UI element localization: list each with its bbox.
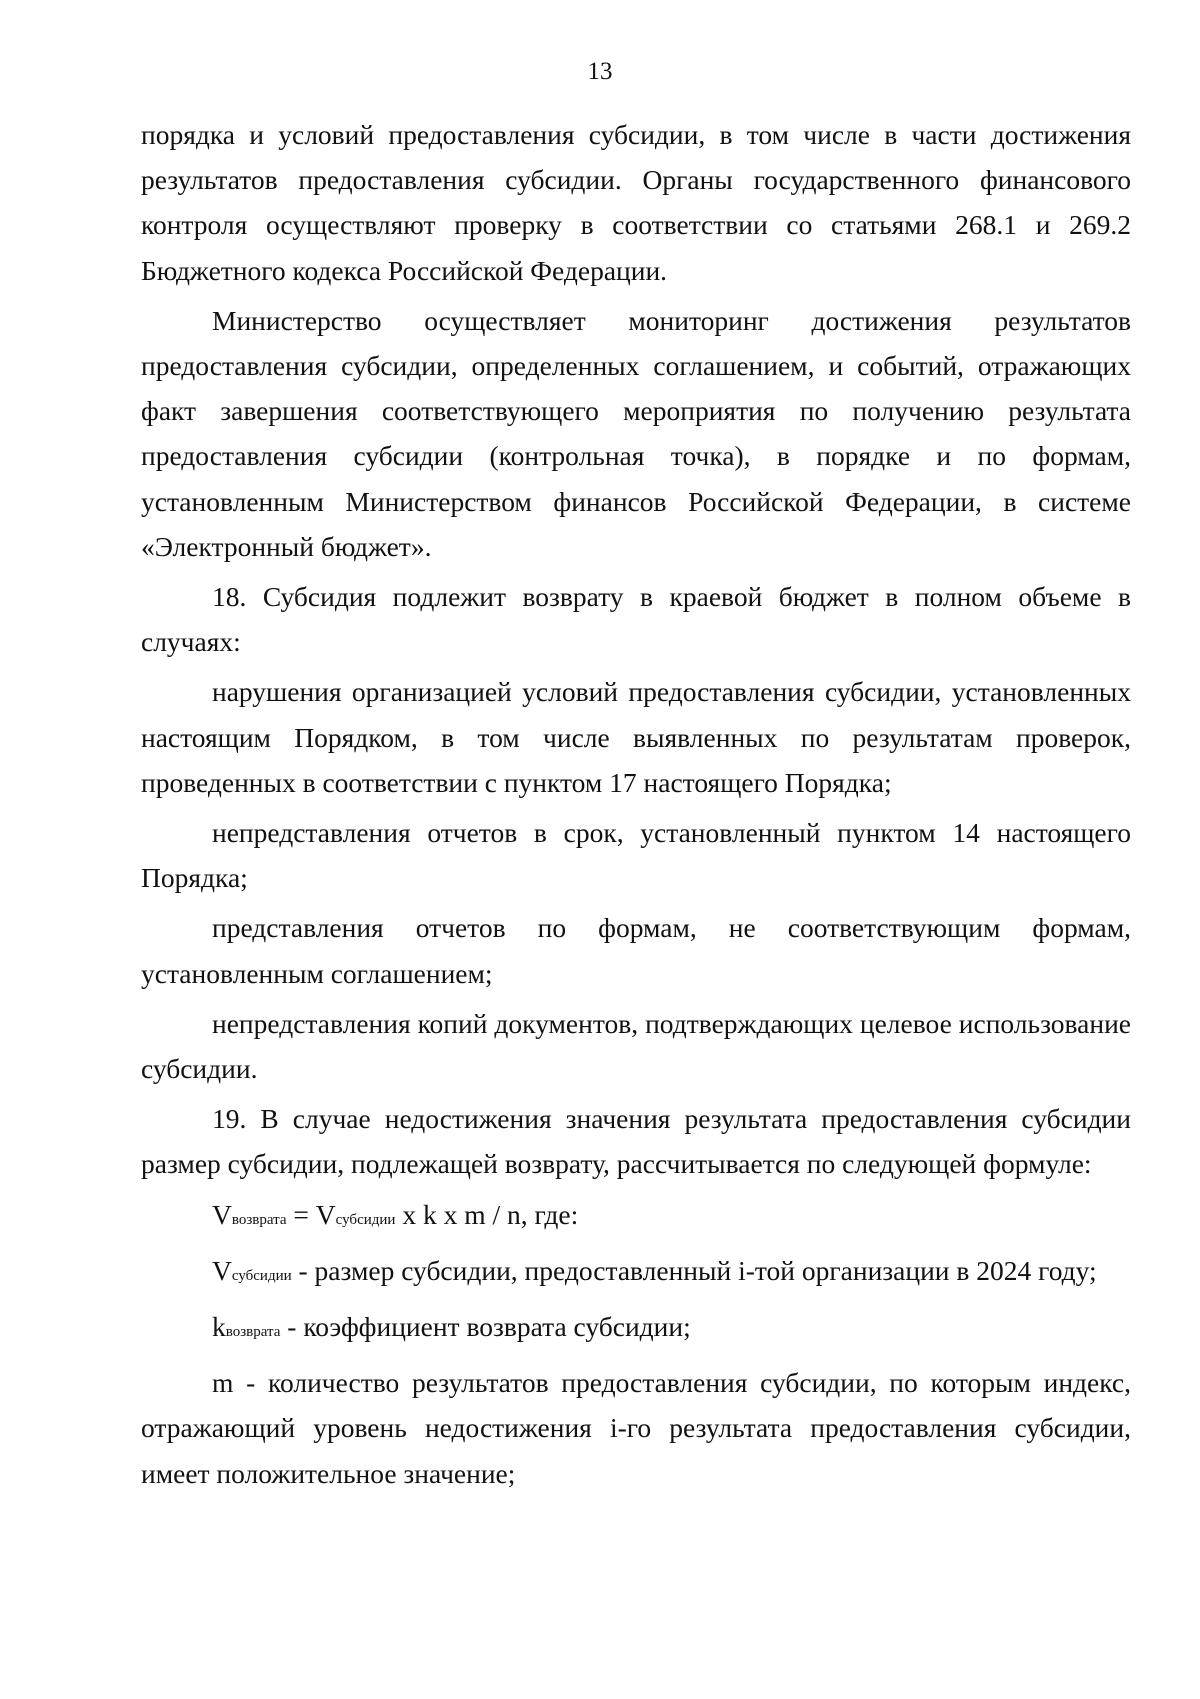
paragraph-case-wrong-forms: представления отчетов по формам, не соответствующим формам, установленным соглашением; [141,912,1131,989]
definition-v-symbol: V [212,1254,232,1286]
formula-v-subsidy: V [315,1198,336,1230]
document-body [141,112,1131,1501]
paragraph-clause-18: 18. Субсидия подлежит возврату в краевой бюджет в полном объеме в случаях: [141,581,1131,658]
formula-v-return-subscript: возврата [231,1211,287,1228]
definition-v-subsidy [141,1248,1131,1299]
paragraph-control-continuation: порядка и условий предоставления субсидии, в том числе в части достижения результатов предоставления субсидии. Органы государственного финансового контроля осуществляют проверку в соответствии со статьями 268.1 и 269.2 Бюджетного кодекса Российской Федерации. [141,119,1131,286]
formula-v-subsidy-subscript: субсидии [335,1211,396,1228]
formula-v-return: V [212,1198,232,1230]
paragraph-case-violation: нарушения организацией условий предоставления субсидии, установленных настоящим Порядком, в том числе выявленных по результатам проверок, проведенных в соответствии с пунктом 17 настоящего Порядка; [141,676,1131,798]
definition-k-return [141,1304,1131,1355]
definition-k-text: - коэффициент возврата субсидии; [280,1311,691,1343]
definition-k-symbol: k [212,1311,226,1343]
paragraph-clause-19: 19. В случае недостижения значения результата предоставления субсидии размер субсидии, подлежащей возврату, рассчитывается по следующей формуле: [141,1103,1131,1180]
paragraph-case-no-copies: непредставления копий документов, подтверждающих целевое использование субсидии. [141,1007,1131,1085]
formula-rest: x k x m / n, где: [395,1198,579,1230]
paragraph-monitoring: Министерство осуществляет мониторинг достижения результатов предоставления субсидии, определенных соглашением, и событий, отражающих факт завершения соответствующего мероприятия по получению результата предоставления субсидии (контрольная точка), в порядке и по формам, установленным Министерством финансов Российской Федерации, в системе «Электронный бюджет». [141,304,1131,562]
formula-equals: = [286,1198,316,1230]
definition-v-text: - размер субсидии, предоставленный i-той организации в 2024 году; [291,1254,1097,1286]
refund-formula [141,1192,1131,1243]
page-number: 13 [587,58,613,85]
definition-k-subscript: возврата [225,1324,281,1341]
paragraph-case-no-reports: непредставления отчетов в срок, установленный пунктом 14 настоящего Порядка; [141,817,1131,894]
definition-v-subscript: субсидии [231,1267,292,1284]
definition-m: m - количество результатов предоставления субсидии, по которым индекс, отражающий уровень недостижения i-го результата предоставления субсидии, имеет положительное значение; [141,1367,1131,1489]
